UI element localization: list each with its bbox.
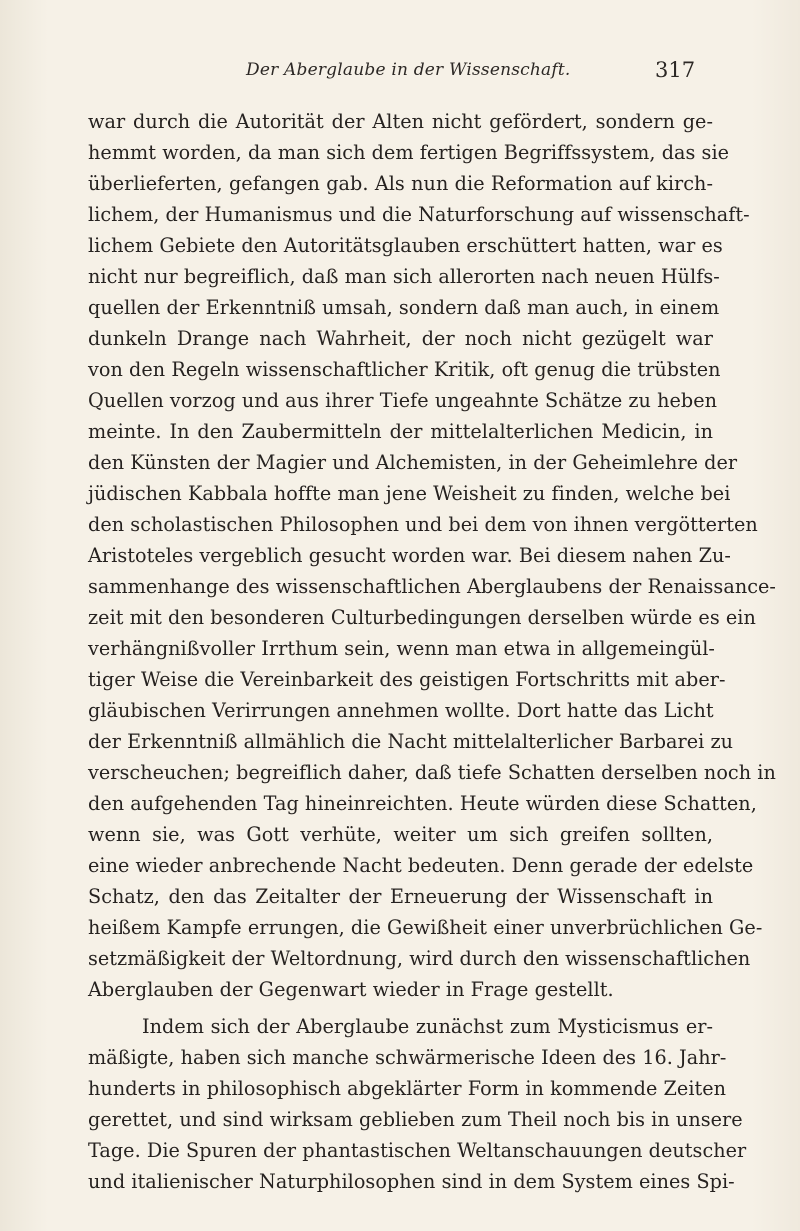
text-line: lichem Gebiete den Autoritätsglauben erschüttert hatten, war es [88,234,723,257]
text-line: gläubischen Verirrungen annehmen wollte. Dort hatte das Licht [88,699,714,722]
text-line: den aufgehenden Tag hineinreichten. Heute würden diese Schatten, [88,792,757,815]
text-line: jüdischen Kabbala hoffte man jene Weisheit zu finden, welche bei [88,482,731,505]
text-line: Quellen vorzog und aus ihrer Tiefe ungeahnte Schätze zu heben [88,389,718,412]
page-number: 317 [655,58,696,82]
text-line: wenn sie, was Gott verhüte, weiter um sich greifen sollten, [88,823,713,846]
text-line: verscheuchen; begreiflich daher, daß tiefe Schatten derselben noch in [88,761,776,784]
text-line: den scholastischen Philosophen und bei dem von ihnen vergötterten [88,513,758,536]
text-line: den Künsten der Magier und Alchemisten, in der Geheimlehre der [88,451,738,474]
text-line: mäßigte, haben sich manche schwärmerische Ideen des 16. Jahr- [88,1046,727,1069]
text-line: Schatz, den das Zeitalter der Erneuerung der Wissenschaft in [88,885,713,908]
text-line: zeit mit den besonderen Culturbedingungen derselben würde es ein [88,606,756,629]
text-line: Indem sich der Aberglaube zunächst zum Mysticismus er- [142,1015,713,1038]
text-line: von den Regeln wissenschaftlicher Kritik, oft genug die trübsten [88,358,721,381]
text-line: quellen der Erkenntniß umsah, sondern daß man auch, in einem [88,296,720,319]
text-line: tiger Weise die Vereinbarkeit des geistigen Fortschritts mit aber- [88,668,726,691]
text-line: hunderts in philosophisch abgeklärter Form in kommende Zeiten [88,1077,727,1100]
text-line: Tage. Die Spuren der phantastischen Weltanschauungen deutscher [88,1139,747,1162]
text-line: gerettet, und sind wirksam geblieben zum Theil noch bis in unsere [88,1108,743,1131]
text-line: war durch die Autorität der Alten nicht gefördert, sondern ge- [88,110,713,133]
text-line: meinte. In den Zaubermitteln der mittelalterlichen Medicin, in [88,420,713,443]
text-line: eine wieder anbrechende Nacht bedeuten. Denn gerade der edelste [88,854,754,877]
body-text [88,106,776,1197]
text-line: lichem, der Humanismus und die Naturforschung auf wissenschaft- [88,203,750,226]
running-title: Der Aberglaube in der Wissenschaft. [246,60,571,80]
text-line: heißem Kampfe errungen, die Gewißheit einer unverbrüchlichen Ge- [88,916,763,939]
text-line: dunkeln Drange nach Wahrheit, der noch nicht gezügelt war [88,327,713,350]
text-line: Aberglauben der Gegenwart wieder in Frage gestellt. [88,978,614,1001]
paragraph-2 [88,1011,747,1197]
text-line: der Erkenntniß allmählich die Nacht mittelalterlicher Barbarei zu [88,730,734,753]
running-head [0,58,800,88]
paragraph-1 [88,106,776,1005]
text-line: Aristoteles vergeblich gesucht worden war. Bei diesem nahen Zu- [88,544,731,567]
text-line: sammenhange des wissenschaftlichen Aberglaubens der Renaissance- [88,575,776,598]
text-line: überlieferten, gefangen gab. Als nun die Reformation auf kirch- [88,172,713,195]
text-line: hemmt worden, da man sich dem fertigen Begriffssystem, das sie [88,141,730,164]
text-line: verhängnißvoller Irrthum sein, wenn man etwa in allgemeingül- [88,637,715,660]
text-line: nicht nur begreiflich, daß man sich allerorten nach neuen Hülfs- [88,265,720,288]
text-line: und italienischer Naturphilosophen sind in dem System eines Spi- [88,1170,735,1193]
text-line: setzmäßigkeit der Weltordnung, wird durch den wissenschaftlichen [88,947,751,970]
